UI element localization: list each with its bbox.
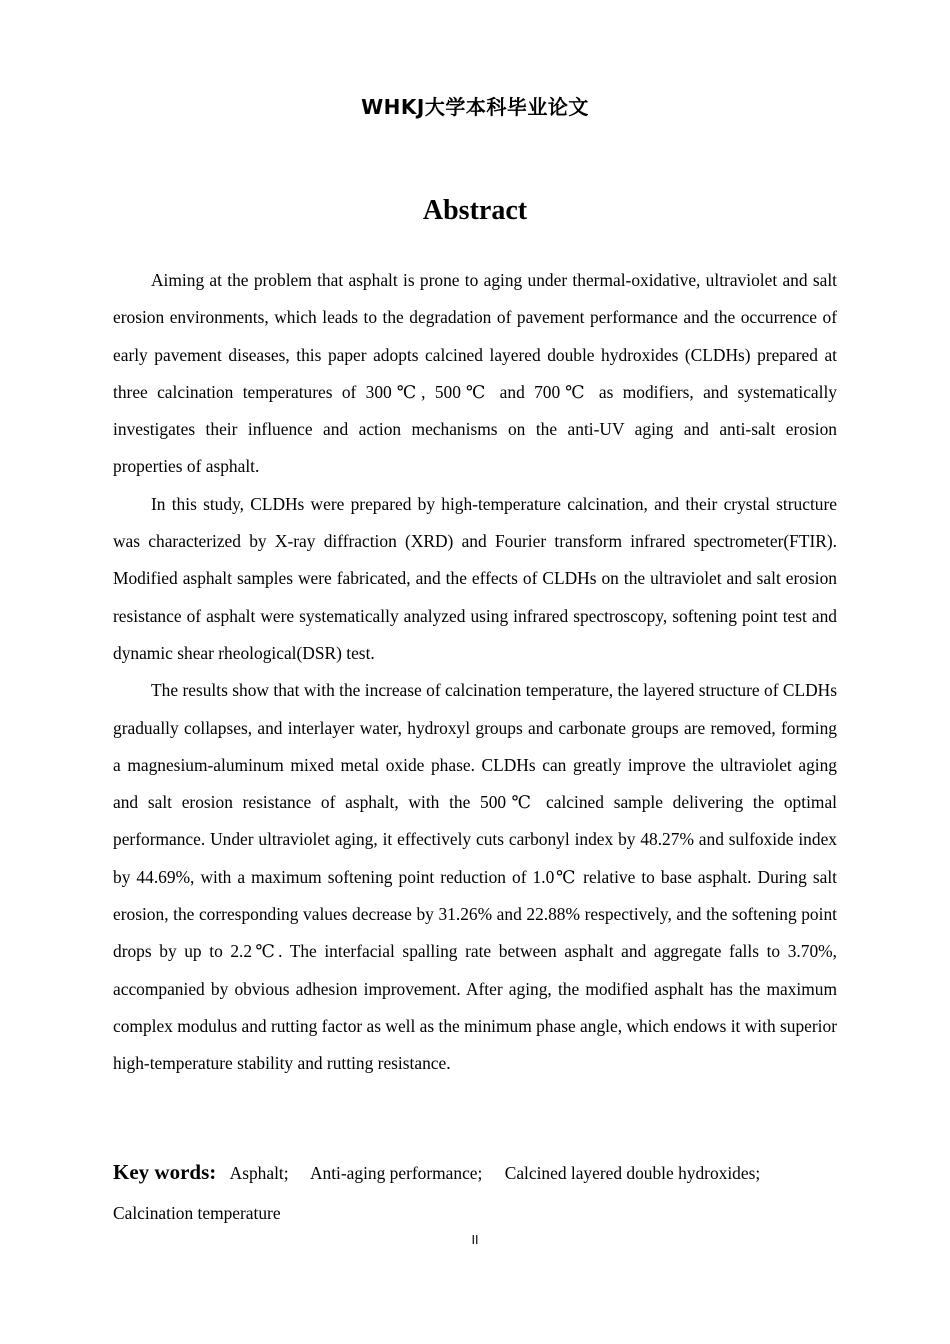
abstract-paragraph-1: Aiming at the problem that asphalt is prone to aging under thermal-oxidative, ultraviolet and salt erosion environments, which leads to the degradation of pavement performance and the occurrence of early pavement diseases, this paper adopts calcined layered double hydroxides (CLDHs) prepared at three calcination temperatures of 300℃, 500℃ and 700℃ as modifiers, and systematically investigates their influence and action mechanisms on the anti-UV aging and anti-salt erosion properties of asphalt. xyxy=(113,270,837,477)
abstract-paragraph-2: In this study, CLDHs were prepared by high-temperature calcination, and their crystal structure was characterized by X-ray diffraction (XRD) and Fourier transform infrared spectrometer(FTIR). Modified asphalt samples were fabricated, and the effects of CLDHs on the ultraviolet and salt erosion resistance of asphalt were systematically analyzed using infrared spectroscopy, softening point test and dynamic shear rheological(DSR) test. xyxy=(113,493,837,663)
running-header: WHKJ大学本科毕业论文 xyxy=(361,95,589,119)
keywords-section xyxy=(113,1152,837,1233)
page-number: II xyxy=(471,1233,479,1247)
keyword-item: Calcined layered double hydroxides; xyxy=(504,1163,761,1183)
keyword-item: Calcination temperature xyxy=(113,1203,281,1223)
abstract-body xyxy=(113,262,837,1083)
abstract-title: Abstract xyxy=(422,195,528,226)
keywords-label: Key words: xyxy=(113,1160,217,1184)
keyword-item: Asphalt; xyxy=(229,1163,289,1183)
abstract-paragraph-3: The results show that with the increase of calcination temperature, the layered structure of CLDHs gradually collapses, and interlayer water, hydroxyl groups and carbonate groups are removed, forming a magnesium-aluminum mixed metal oxide phase. CLDHs can greatly improve the ultraviolet aging and salt erosion resistance of asphalt, with the 500℃ calcined sample delivering the optimal performance. Under ultraviolet aging, it effectively cuts carbonyl index by 48.27% and sulfoxide index by 44.69%, with a maximum softening point reduction of 1.0℃ relative to base asphalt. During salt erosion, the corresponding values decrease by 31.26% and 22.88% respectively, and the softening point drops by up to 2.2℃. The interfacial spalling rate between asphalt and aggregate falls to 3.70%, accompanied by obvious adhesion improvement. After aging, the modified asphalt has the maximum complex modulus and rutting factor as well as the minimum phase angle, which endows it with superior high-temperature stability and rutting resistance. xyxy=(113,680,837,1074)
keyword-item: Anti-aging performance; xyxy=(309,1163,483,1183)
